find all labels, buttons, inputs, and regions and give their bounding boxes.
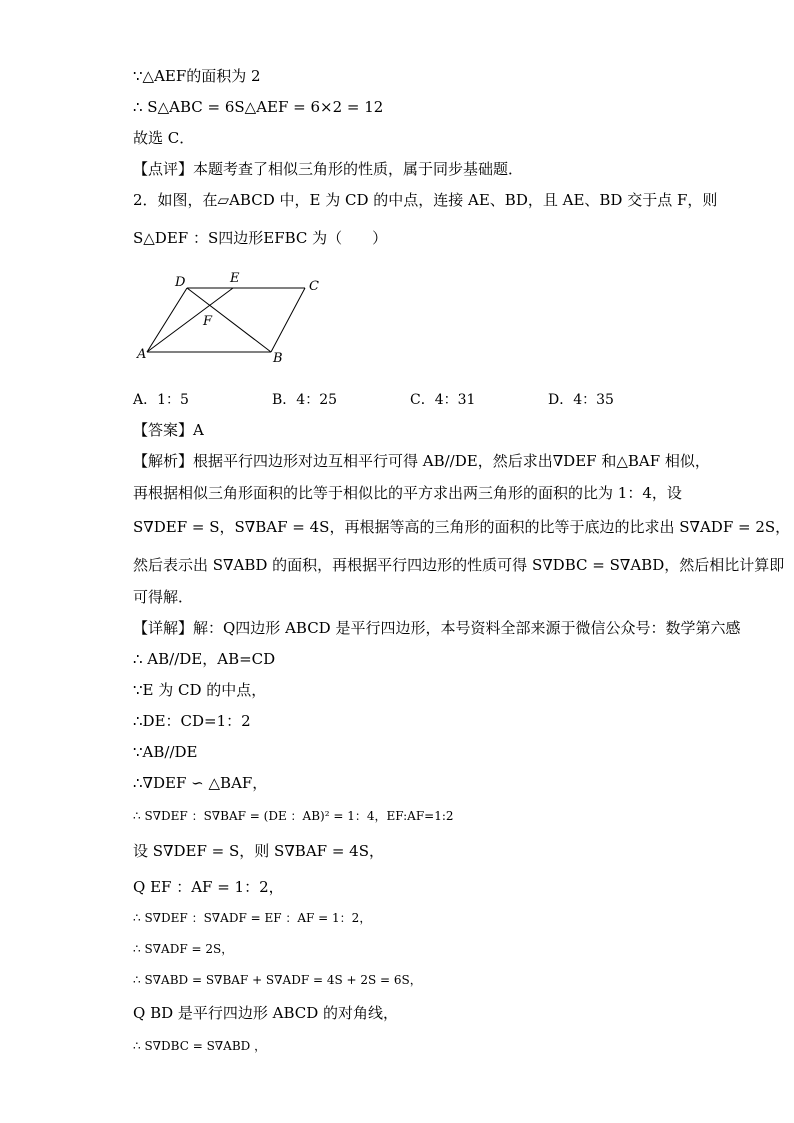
detail-line: 【详解】解：Q四边形 ABCD 是平行四边形，本号资料全部来源于微信公众号：数学第六感: [133, 619, 741, 637]
label-C: C: [309, 279, 319, 294]
text-line: 【点评】本题考查了相似三角形的性质，属于同步基础题．: [133, 160, 524, 178]
detail-line: ∵E 为 CD 的中点，: [133, 681, 267, 699]
text-line: 故选 C．: [133, 129, 195, 147]
answer-line: 【答案】A: [133, 421, 204, 439]
option-d: D．4：35: [548, 392, 614, 408]
diagonal-BD: [187, 288, 271, 352]
detail-line: ∴DE：CD=1：2: [133, 712, 251, 730]
detail-line: ∴∇DEF ∽ △BAF，: [133, 774, 268, 792]
detail-line: ∴ S∇DBC = S∇ABD ，: [133, 1039, 267, 1053]
option-b: B．4：25: [272, 392, 338, 408]
detail-line: 设 S∇DEF = S，则 S∇BAF = 4S，: [133, 842, 384, 860]
label-D: D: [175, 275, 186, 290]
question-stem-ratio: S△DEF ：S四边形EFBC 为（ ）: [133, 229, 388, 247]
analysis-line: 【解析】根据平行四边形对边互相平行可得 AB//DE，然后求出∇DEF 和△BAF 相似，: [133, 452, 710, 470]
detail-line: ∴ S∇ABD = S∇BAF + S∇ADF = 4S + 2S = 6S，: [133, 973, 422, 987]
label-E: E: [230, 271, 240, 286]
detail-line: Q BD 是平行四边形 ABCD 的对角线，: [133, 1004, 399, 1022]
analysis-line: 可得解．: [133, 588, 194, 606]
text-line: ∵△AEF的面积为 2: [133, 67, 261, 85]
option-c: C．4：31: [410, 392, 476, 408]
parallelogram-figure: [133, 266, 333, 376]
text-line: ∴ S△ABC = 6S△AEF = 6×2 = 12: [133, 98, 384, 116]
side-BC: [271, 288, 305, 352]
question-stem: 2．如图，在▱ABCD 中，E 为 CD 的中点，连接 AE、BD，且 AE、BD 交于点 F，则: [133, 191, 718, 209]
detail-line: ∴ S∇DEF ：S∇BAF = (DE ：AB)² = 1：4，EF:AF=1:2: [133, 809, 454, 823]
label-B: B: [273, 351, 283, 366]
analysis-line: S∇DEF = S，S∇BAF = 4S，再根据等高的三角形的面积的比等于底边的比求出 S∇ADF = 2S，: [133, 518, 791, 536]
detail-line: Q EF ：AF = 1：2，: [133, 878, 284, 896]
detail-line: ∴ S∇ADF = 2S，: [133, 942, 234, 956]
label-A: A: [137, 347, 147, 362]
option-a: A．1：5: [133, 392, 189, 408]
segment-AE: [147, 288, 233, 352]
label-F: F: [203, 314, 213, 329]
analysis-line: 然后表示出 S∇ABD 的面积，再根据平行四边形的性质可得 S∇DBC = S∇ABD，然后相比计算即: [133, 556, 785, 574]
detail-line: ∴ S∇DEF ：S∇ADF = EF ：AF = 1：2，: [133, 911, 372, 925]
analysis-line: 再根据相似三角形面积的比等于相似比的平方求出两三角形的面积的比为 1：4，设: [133, 484, 682, 502]
detail-line: ∵AB//DE: [133, 743, 198, 761]
side-AD: [147, 288, 187, 352]
detail-line: ∴ AB//DE，AB=CD: [133, 650, 276, 668]
